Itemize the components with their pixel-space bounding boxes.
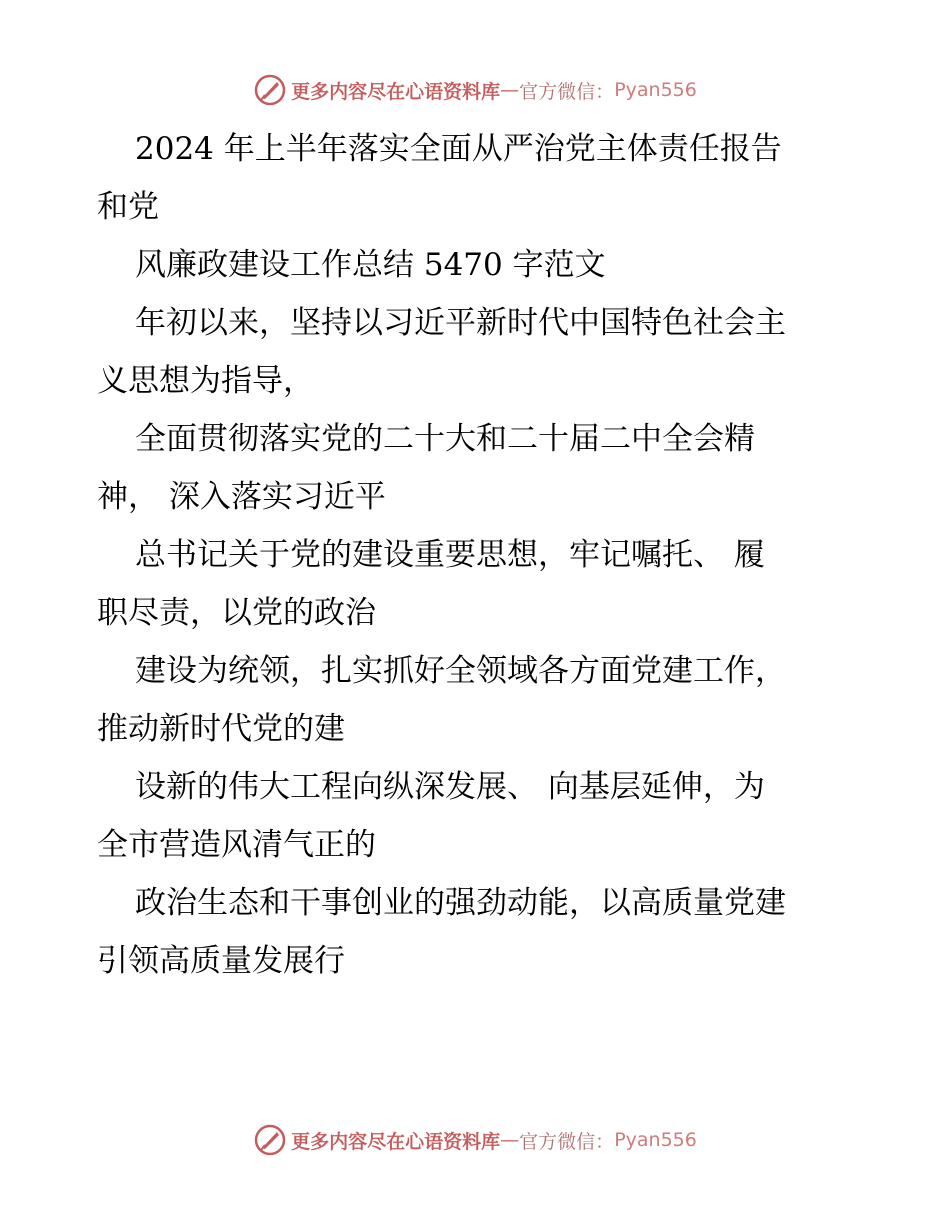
title-line-2: 和党 bbox=[97, 189, 159, 225]
watermark-footer bbox=[0, 1120, 950, 1160]
watermark-main-text: 更多内容尽在心语资料库 bbox=[291, 80, 501, 103]
paragraph-line: 总书记关于党的建设重要思想，牢记嘱托、 履 bbox=[135, 537, 765, 573]
paragraph-line: 神， 深入落实习近平 bbox=[97, 479, 386, 515]
watermark-header bbox=[0, 70, 950, 110]
paragraph-line: 职尽责，以党的政治 bbox=[97, 595, 376, 631]
feather-pen-logo-icon bbox=[253, 73, 287, 107]
paragraph-line: 推动新时代党的建 bbox=[97, 711, 345, 747]
paragraph-line: 设新的伟大工程向纵深发展、 向基层延伸，为 bbox=[135, 769, 765, 805]
title-line-3: 风廉政建设工作总结 5470 字范文 bbox=[135, 247, 606, 283]
watermark-wechat-id: Pyan556 bbox=[614, 1129, 697, 1151]
paragraph-line: 义思想为指导， bbox=[97, 363, 314, 399]
paragraph-line: 引领高质量发展行 bbox=[97, 943, 345, 979]
paragraph-line: 建设为统领，扎实抓好全领域各方面党建工作， bbox=[135, 653, 786, 689]
watermark-dash: — bbox=[500, 79, 520, 101]
watermark-wechat-id: Pyan556 bbox=[614, 79, 697, 101]
paragraph-line: 全市营造风清气正的 bbox=[97, 827, 376, 863]
paragraph-line: 全面贯彻落实党的二十大和二十届二中全会精 bbox=[135, 421, 755, 457]
watermark-dash: — bbox=[500, 1129, 520, 1151]
watermark-main-text: 更多内容尽在心语资料库 bbox=[291, 1130, 501, 1153]
document-body bbox=[97, 120, 857, 990]
watermark-label: 官方微信： bbox=[519, 1130, 615, 1153]
paragraph-line: 政治生态和干事创业的强劲动能，以高质量党建 bbox=[135, 885, 786, 921]
watermark-label: 官方微信： bbox=[519, 80, 615, 103]
title-line-1: 2024 年上半年落实全面从严治党主体责任报告 bbox=[135, 131, 782, 167]
feather-pen-logo-icon bbox=[253, 1123, 287, 1157]
paragraph-line: 年初以来，坚持以习近平新时代中国特色社会主 bbox=[135, 305, 786, 341]
